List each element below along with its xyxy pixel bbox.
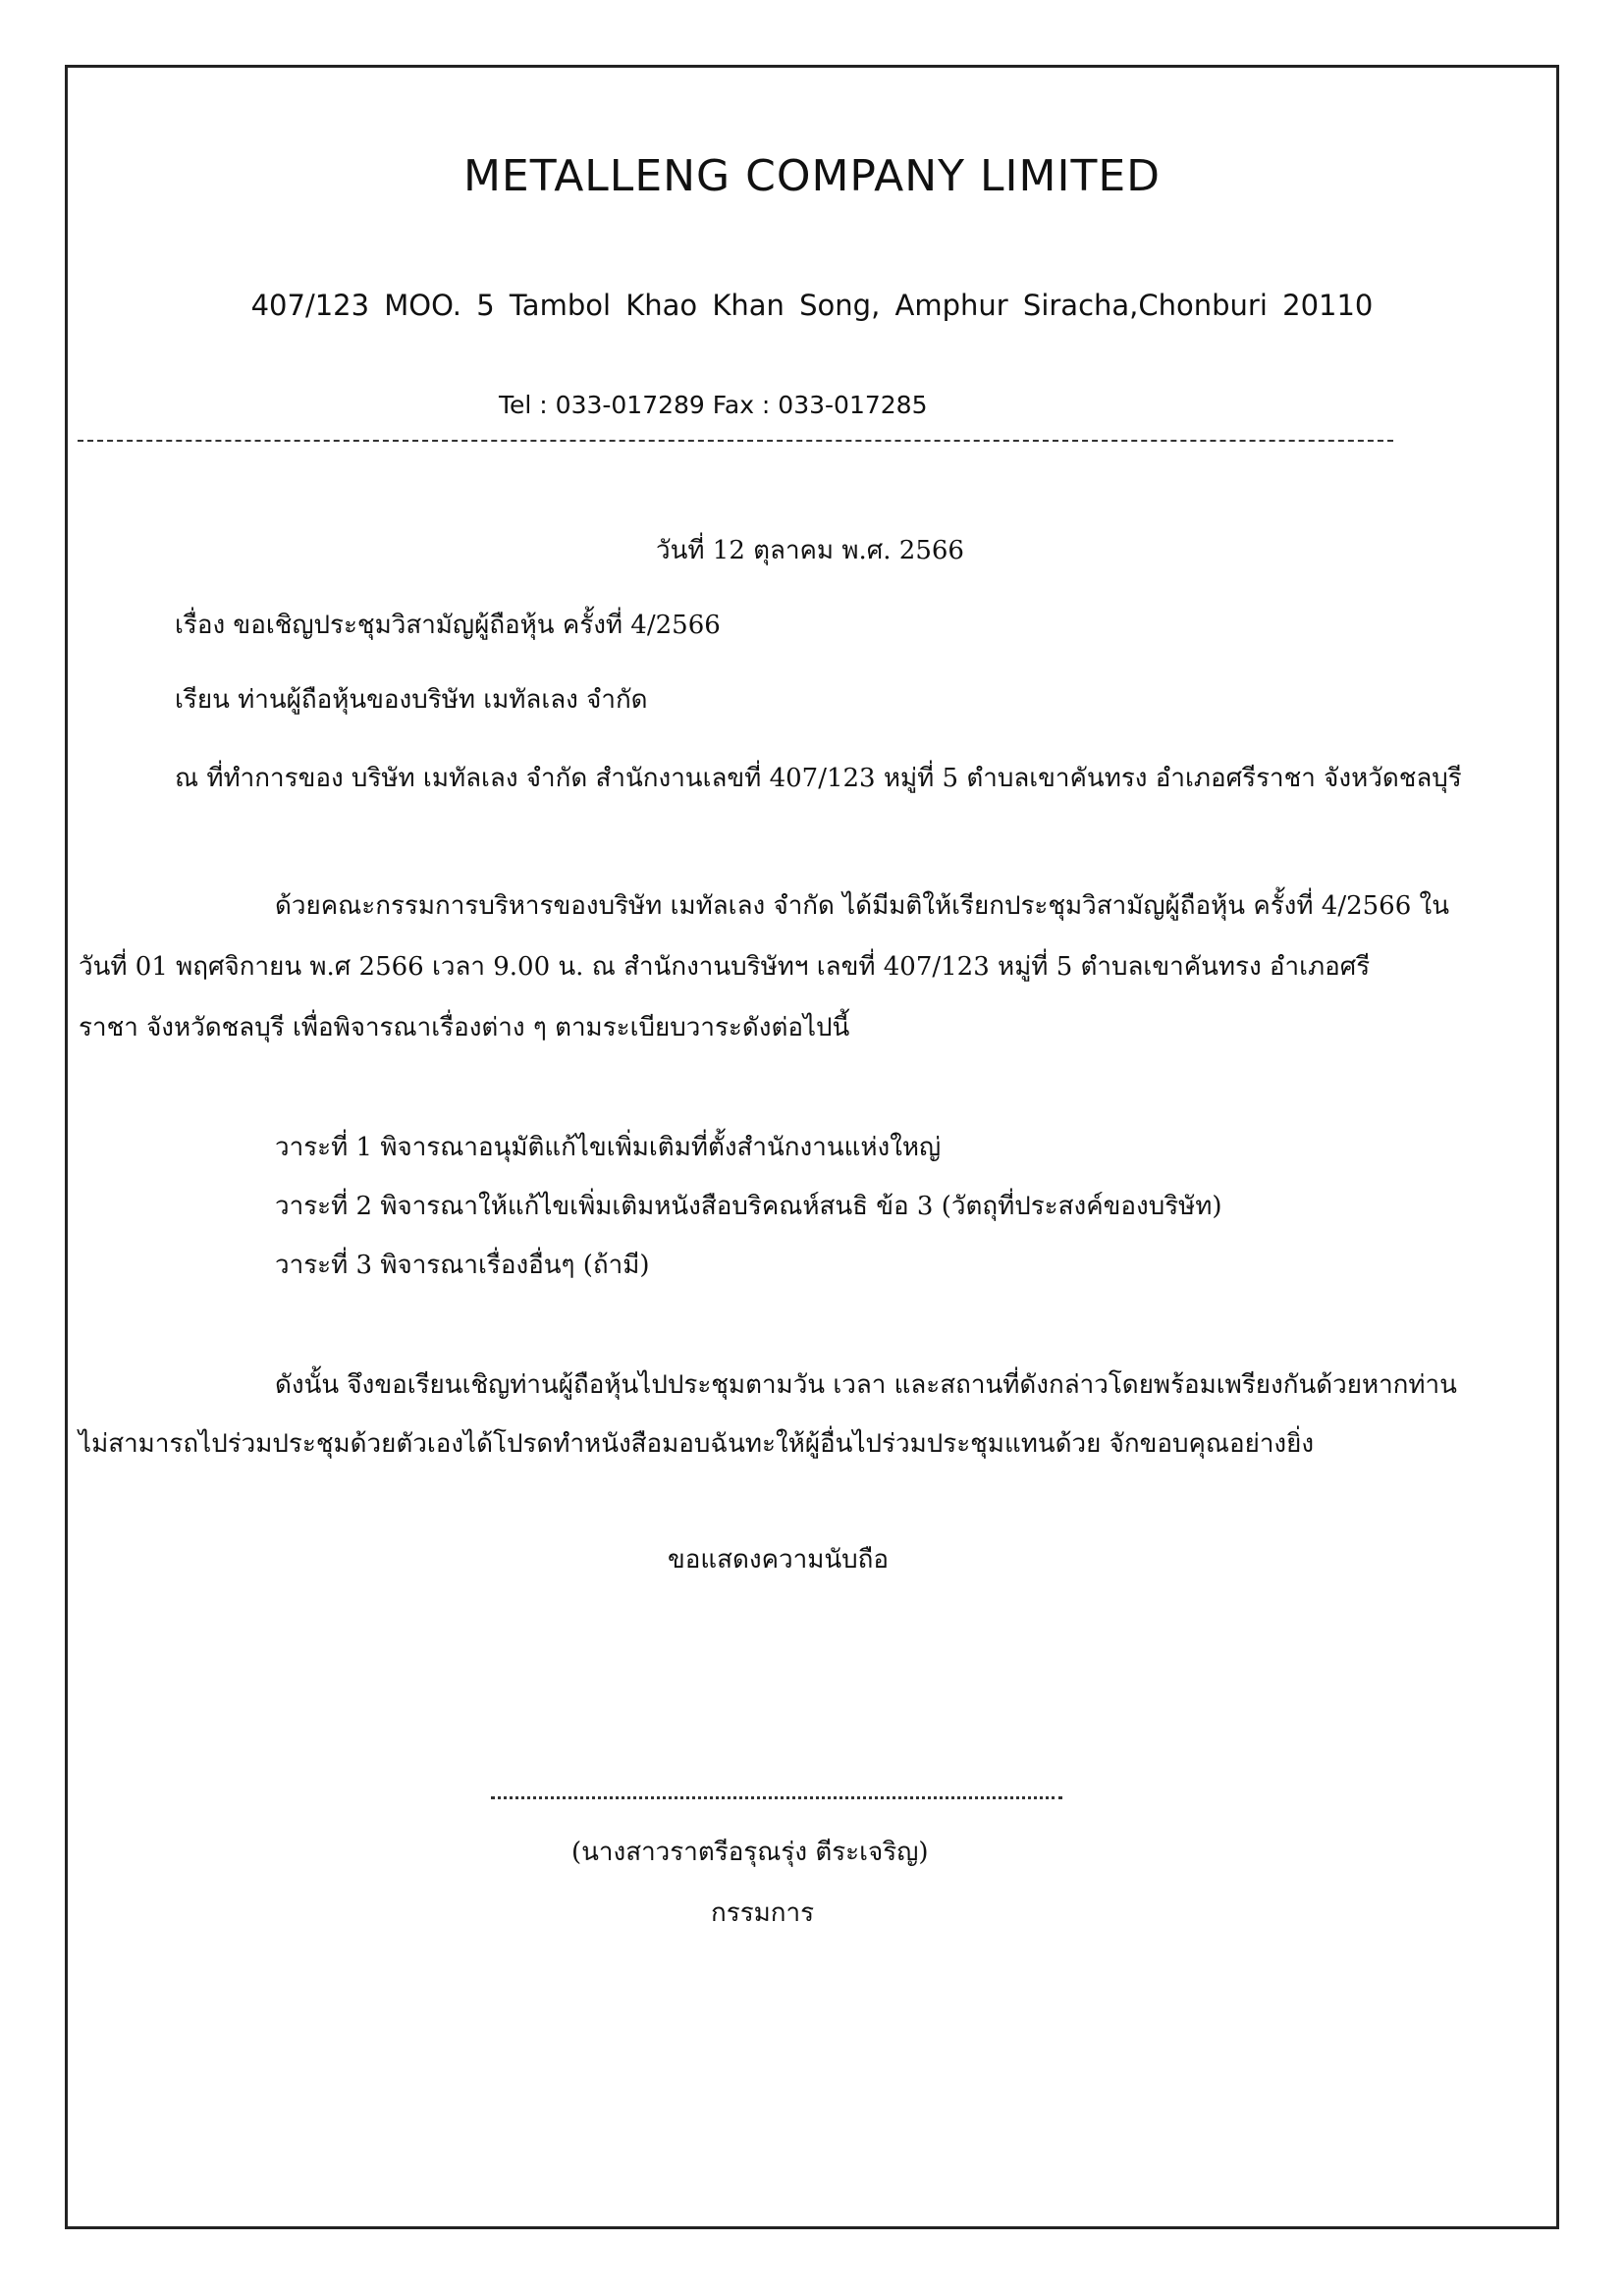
closing-phrase: ขอแสดงความนับถือ [668, 1545, 889, 1575]
letter-subject: เรื่อง ขอเชิญประชุมวิสามัญผู้ถือหุ้น ครั้งที่ 4/2566 [175, 611, 721, 640]
signatory-name: (นางสาวราตรีอรุณรุ่ง ตีระเจริญ) [571, 1838, 929, 1867]
agenda-item-2: วาระที่ 2 พิจารณาให้แก้ไขเพิ่มเติมหนังสือบริคณห์สนธิ ข้อ 3 (วัตถุที่ประสงค์ของบริษัท) [275, 1192, 1222, 1221]
body-paragraph-1-line-1: ด้วยคณะกรรมการบริหารของบริษัท เมทัลเลง จำกัด ได้มีมติให้เรียกประชุมวิสามัญผู้ถือหุ้น ครั้งที่ 4/2566 ใน [275, 891, 1449, 921]
letter-date: วันที่ 12 ตุลาคม พ.ศ. 2566 [656, 536, 964, 565]
letter-place: ณ ที่ทำการของ บริษัท เมทัลเลง จำกัด สำนักงานเลขที่ 407/123 หมู่ที่ 5 ตำบลเขาคันทรง อำเภอศรีราชา จังหวัดชลบุรี [175, 764, 1462, 793]
body-paragraph-1-line-3: ราชา จังหวัดชลบุรี เพื่อพิจารณาเรื่องต่าง ๆ ตามระเบียบวาระดังต่อไปนี้ [79, 1013, 850, 1042]
company-address: 407/123 MOO. 5 Tambol Khao Khan Song, Amphur Siracha,Chonburi 20110 [250, 289, 1374, 322]
signatory-title: กรรมการ [711, 1898, 815, 1928]
body-paragraph-1-line-2: วันที่ 01 พฤศจิกายน พ.ศ 2566 เวลา 9.00 น. ณ สำนักงานบริษัทฯ เลขที่ 407/123 หมู่ที่ 5 ตำบลเขาคันทรง อำเภอศรี [79, 952, 1371, 982]
body-paragraph-2-line-1: ดังนั้น จึงขอเรียนเชิญท่านผู้ถือหุ้นไปประชุมตามวัน เวลา และสถานที่ดังกล่าวโดยพร้อมเพรียงกันด้วยหากท่าน [275, 1370, 1457, 1400]
body-paragraph-2-line-2: ไม่สามารถไปร่วมประชุมด้วยตัวเองได้โปรดทำหนังสือมอบฉันทะให้ผู้อื่นไปร่วมประชุมแทนด้วย จักขอบคุณอย่างยิ่ง [79, 1429, 1315, 1459]
company-contact: Tel : 033-017289 Fax : 033-017285 [499, 391, 928, 419]
agenda-item-1: วาระที่ 1 พิจารณาอนุมัติแก้ไขเพิ่มเติมที่ตั้งสำนักงานแห่งใหญ่ [275, 1133, 942, 1162]
signature-line [491, 1796, 1062, 1799]
company-name: METALLENG COMPANY LIMITED [462, 151, 1162, 201]
header-divider [78, 440, 1393, 442]
agenda-item-3: วาระที่ 3 พิจารณาเรื่องอื่นๆ (ถ้ามี) [275, 1251, 650, 1280]
letter-recipient: เรียน ท่านผู้ถือหุ้นของบริษัท เมทัลเลง จำกัด [175, 685, 648, 715]
